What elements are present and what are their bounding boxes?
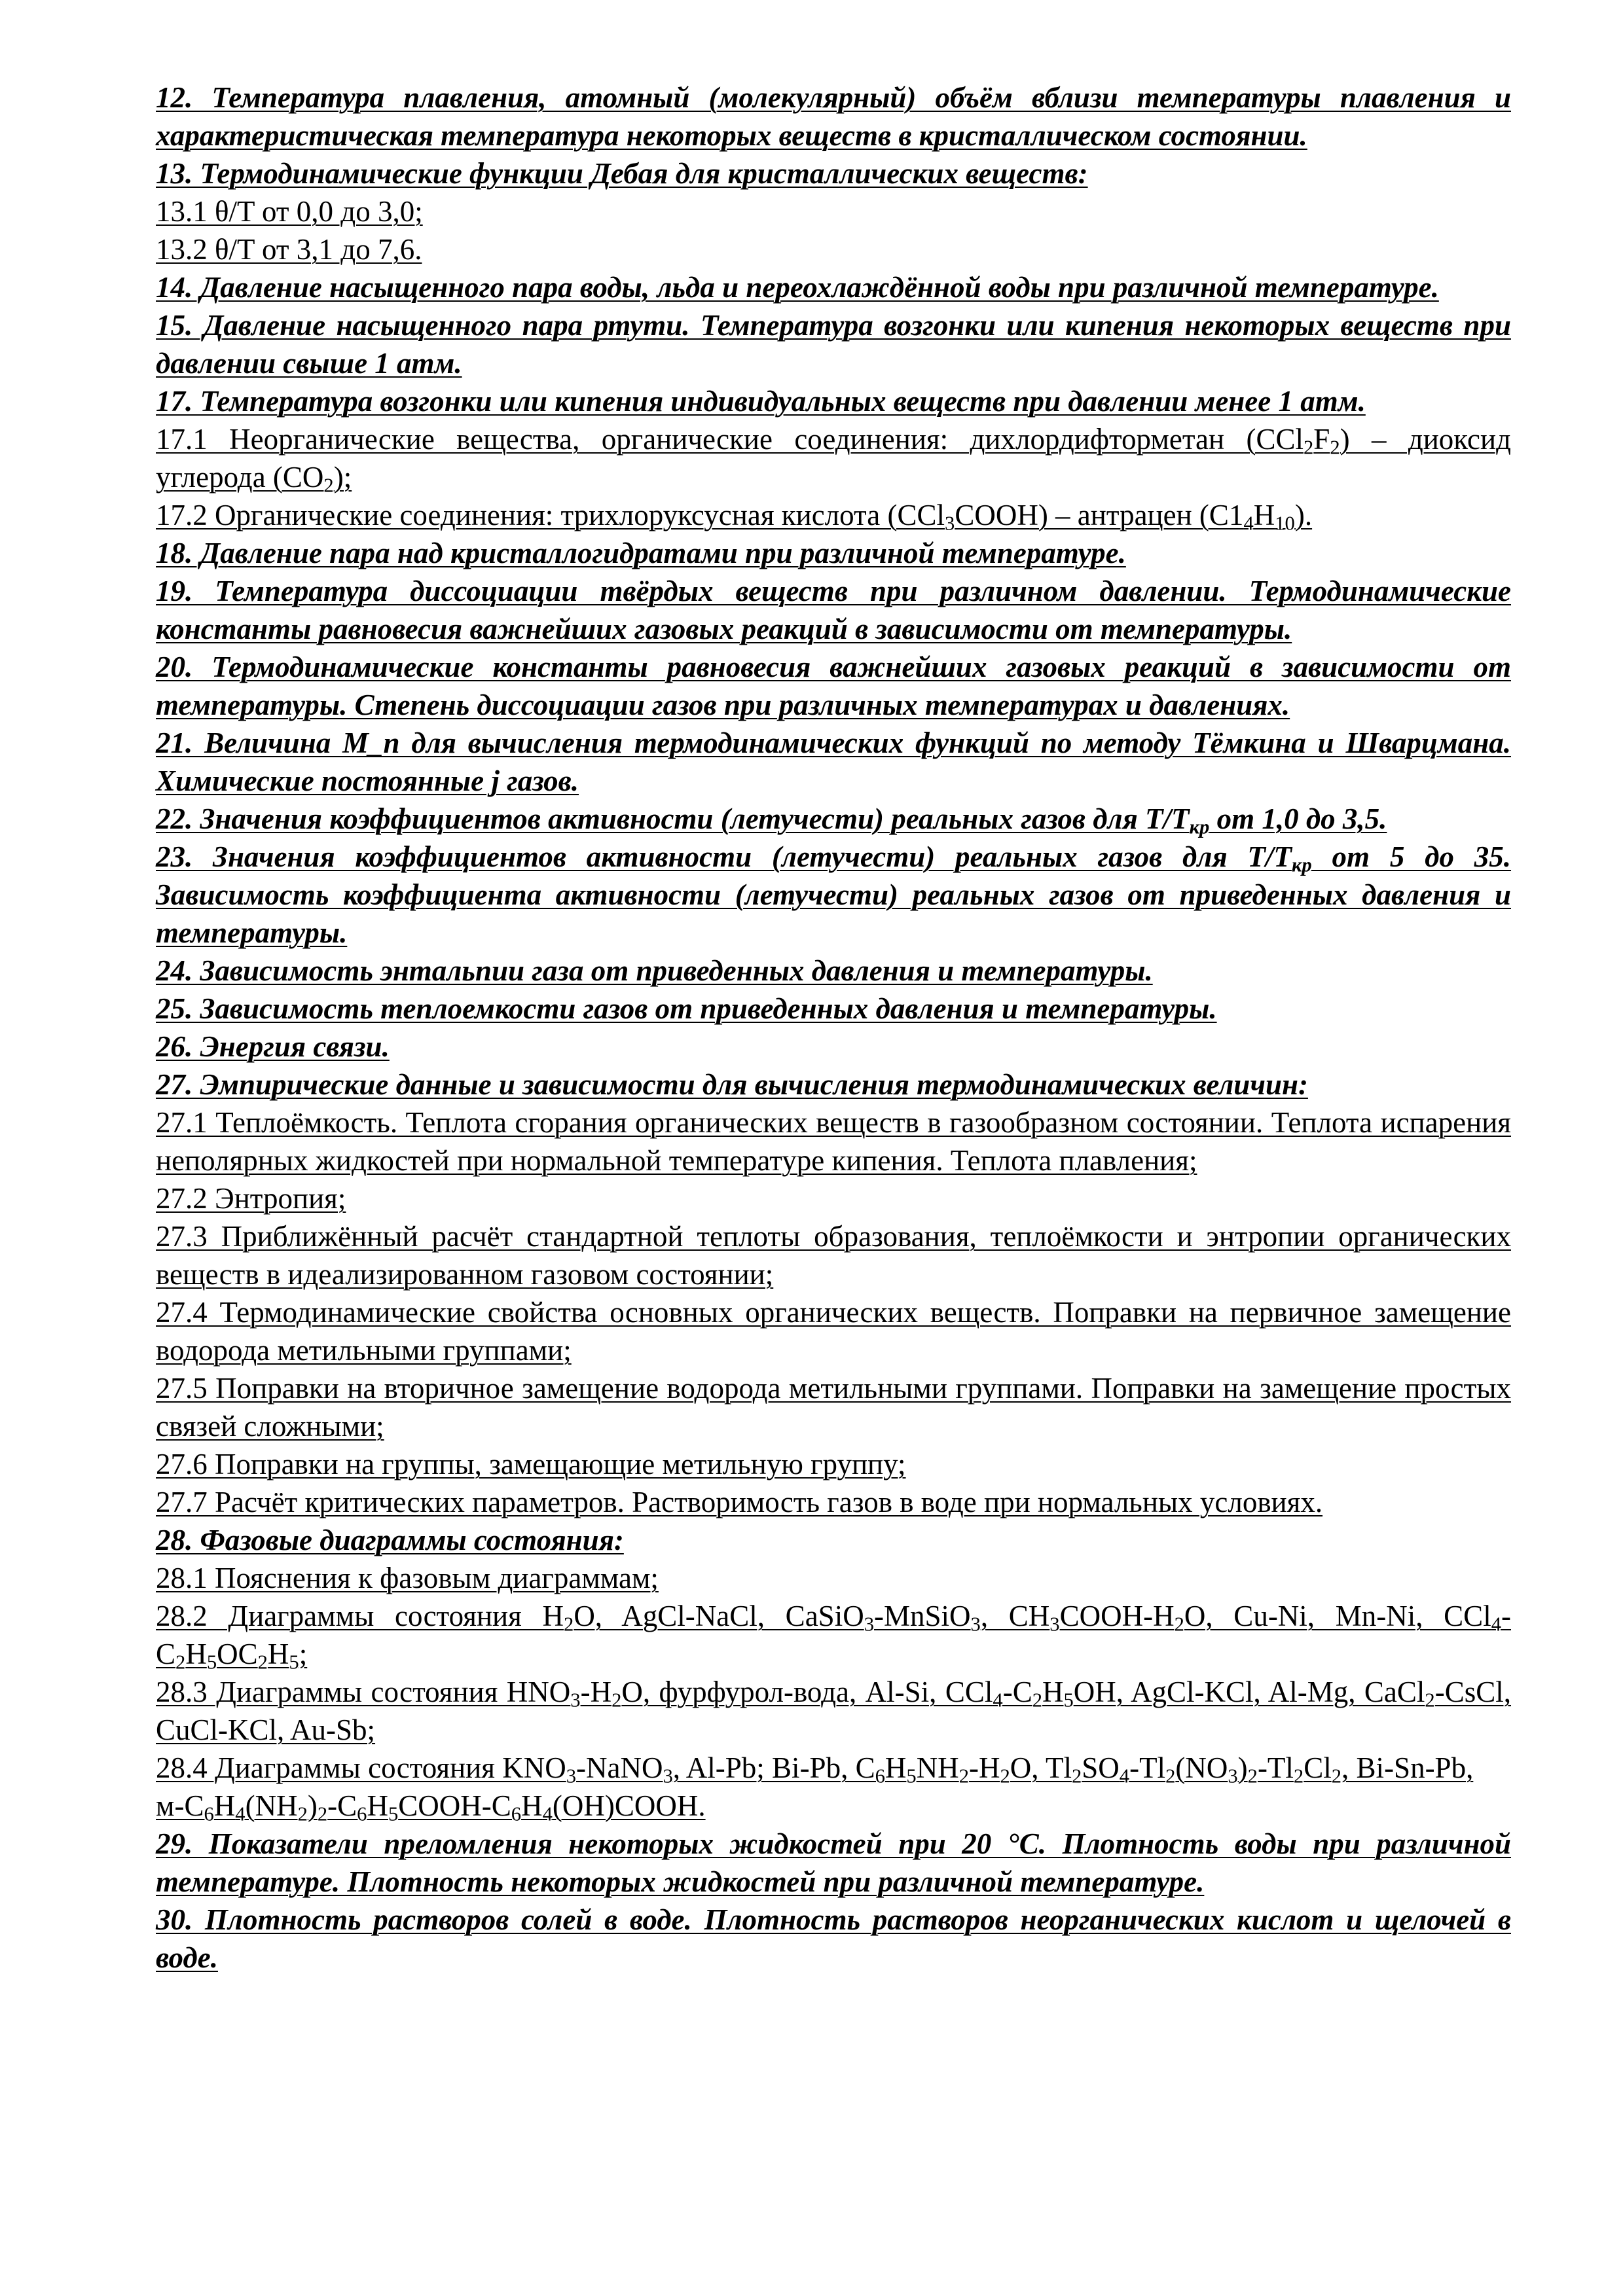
toc-subitem-link[interactable]: 27.7 Расчёт критических параметров. Растворимость газов в воде при нормальных условиях. (156, 1486, 1323, 1518)
toc-heading-link[interactable]: 13. Термодинамические функции Дебая для кристаллических веществ: (156, 157, 1088, 190)
toc-subitem-link[interactable]: 28.4 Диаграммы состояния $KNO_3-NaNO_3$, Al-Pb; Bi-Pb, $C_6H_5NH_2-H_2O$, $Tl_2SO_4-Tl_2(NO_3)_2-Tl_2Cl_2$, Bi-Sn-Pb, (156, 1751, 1474, 1787)
toc-subitem-link[interactable]: 27.5 Поправки на вторичное замещение водорода метильными группами. Поправки на замещение простых связей сложными; (156, 1372, 1511, 1443)
toc-heading-link[interactable]: 28. Фазовые диаграммы состояния: (156, 1524, 624, 1556)
toc-heading-link[interactable]: 17. Температура возгонки или кипения индивидуальных веществ при давлении менее 1 атм. (156, 385, 1366, 418)
toc-heading-link[interactable]: 21. Величина M_n для вычисления термодинамических функций по методу Тёмкина и Шварцмана. Химические постоянные j газов. (156, 726, 1511, 797)
toc-heading-link[interactable]: 25. Зависимость теплоемкости газов от приведенных давления и температуры. (156, 992, 1217, 1025)
toc-heading-link[interactable]: 27. Эмпирические данные и зависимости для вычисления термодинамических величин: (156, 1068, 1308, 1101)
toc-heading-link[interactable]: 19. Температура диссоциации твёрдых веществ при различном давлении. Термодинамические константы равновесия важнейших газовых реакций в зависимости от температуры. (156, 575, 1511, 645)
table-of-contents (156, 79, 1511, 1977)
toc-subitem-link[interactable]: 27.6 Поправки на группы, замещающие метильную группу; (156, 1448, 906, 1480)
toc-heading-link[interactable]: 23. Значения коэффициентов активности (летучести) реальных газов для $T/T_{кр}$ от 5 до 35. Зависимость коэффициента активности (летучести) реальных газов от приведенных давления и температуры. (156, 840, 1512, 949)
toc-subitem-link[interactable]: $м-C_6H_4(NH_2)_2-C_6H_5COOH-C_6H_4(OH)COOH$. (156, 1789, 706, 1825)
toc-heading-link[interactable]: 20. Термодинамические константы равновесия важнейших газовых реакций в зависимости от температуры. Степень диссоциации газов при различных температурах и давлениях. (156, 651, 1511, 721)
toc-subitem-link[interactable]: 27.1 Теплоёмкость. Теплота сгорания органических веществ в газообразном состоянии. Теплота испарения неполярных жидкостей при нормальной температуре кипения. Теплота плавления; (156, 1106, 1511, 1177)
toc-heading-link[interactable]: 18. Давление пара над кристаллогидратами при различной температуре. (156, 537, 1126, 569)
toc-subitem-link[interactable]: 27.3 Приближённый расчёт стандартной теплоты образования, теплоёмкости и энтропии органических веществ в идеализированном газовом состоянии; (156, 1220, 1511, 1291)
toc-heading-link[interactable]: 14. Давление насыщенного пара воды, льда и переохлаждённой воды при различной температуре. (156, 271, 1439, 304)
toc-subitem-link[interactable]: 28.1 Пояснения к фазовым диаграммам; (156, 1562, 659, 1594)
toc-heading-link[interactable]: 30. Плотность растворов солей в воде. Плотность растворов неорганических кислот и щелочей в воде. (156, 1903, 1511, 1974)
toc-subitem-link[interactable]: 13.2 θ/T от 3,1 до 7,6. (156, 233, 422, 266)
toc-heading-link[interactable]: 26. Энергия связи. (156, 1030, 390, 1063)
toc-heading-link[interactable]: 12. Температура плавления, атомный (молекулярный) объём вблизи температуры плавления и характеристическая температура некоторых веществ в кристаллическом состоянии. (156, 81, 1511, 152)
toc-subitem-link[interactable]: 28.2 Диаграммы состояния $H_2O$, AgCl-NaCl, CaSiO$_3$-MnSiO$_3$, $CH_3COOH-H_2O$, Cu-Ni, Mn-Ni, $CCl_4-C_2H_5OC_2H_5$; (156, 1600, 1511, 1674)
toc-subitem-link[interactable]: 13.1 θ/T от 0,0 до 3,0; (156, 195, 423, 228)
toc-subitem-link[interactable]: 27.4 Термодинамические свойства основных органических веществ. Поправки на первичное замещение водорода метильными группами; (156, 1296, 1511, 1367)
toc-heading-link[interactable]: 24. Зависимость энтальпии газа от приведенных давления и температуры. (156, 954, 1153, 987)
toc-heading-link[interactable]: 29. Показатели преломления некоторых жидкостей при 20 °С. Плотность воды при различной температуре. Плотность некоторых жидкостей при различной температуре. (156, 1827, 1511, 1898)
toc-subitem-link[interactable]: 17.1 Неорганические вещества, органические соединения: дихлордифторметан $(CCl_2F_2)$ – диоксид углерода $(CO_2)$; (156, 423, 1512, 497)
toc-subitem-link[interactable]: 27.2 Энтропия; (156, 1182, 346, 1215)
toc-subitem-link[interactable]: 17.2 Органические соединения: трихлоруксусная кислота (CCl$_3$COOH) – антрацен $(C1_4H_{10})$. (156, 499, 1313, 535)
toc-heading-link[interactable]: 22. Значения коэффициентов активности (летучести) реальных газов для $T/T_{кр}$ от 1,0 до 3,5. (156, 802, 1387, 838)
toc-heading-link[interactable]: 15. Давление насыщенного пара ртути. Температура возгонки или кипения некоторых веществ при давлении свыше 1 атм. (156, 309, 1511, 380)
toc-subitem-link[interactable]: 28.3 Диаграммы состояния $HNO_3-H_2O$, фурфурол-вода, Al-Si, $CCl_4-C_2H_5OH$, AgCl-KCl, Al-Mg, CaCl$_2$-CsCl, CuCl-KCl, Au-Sb; (156, 1676, 1511, 1746)
